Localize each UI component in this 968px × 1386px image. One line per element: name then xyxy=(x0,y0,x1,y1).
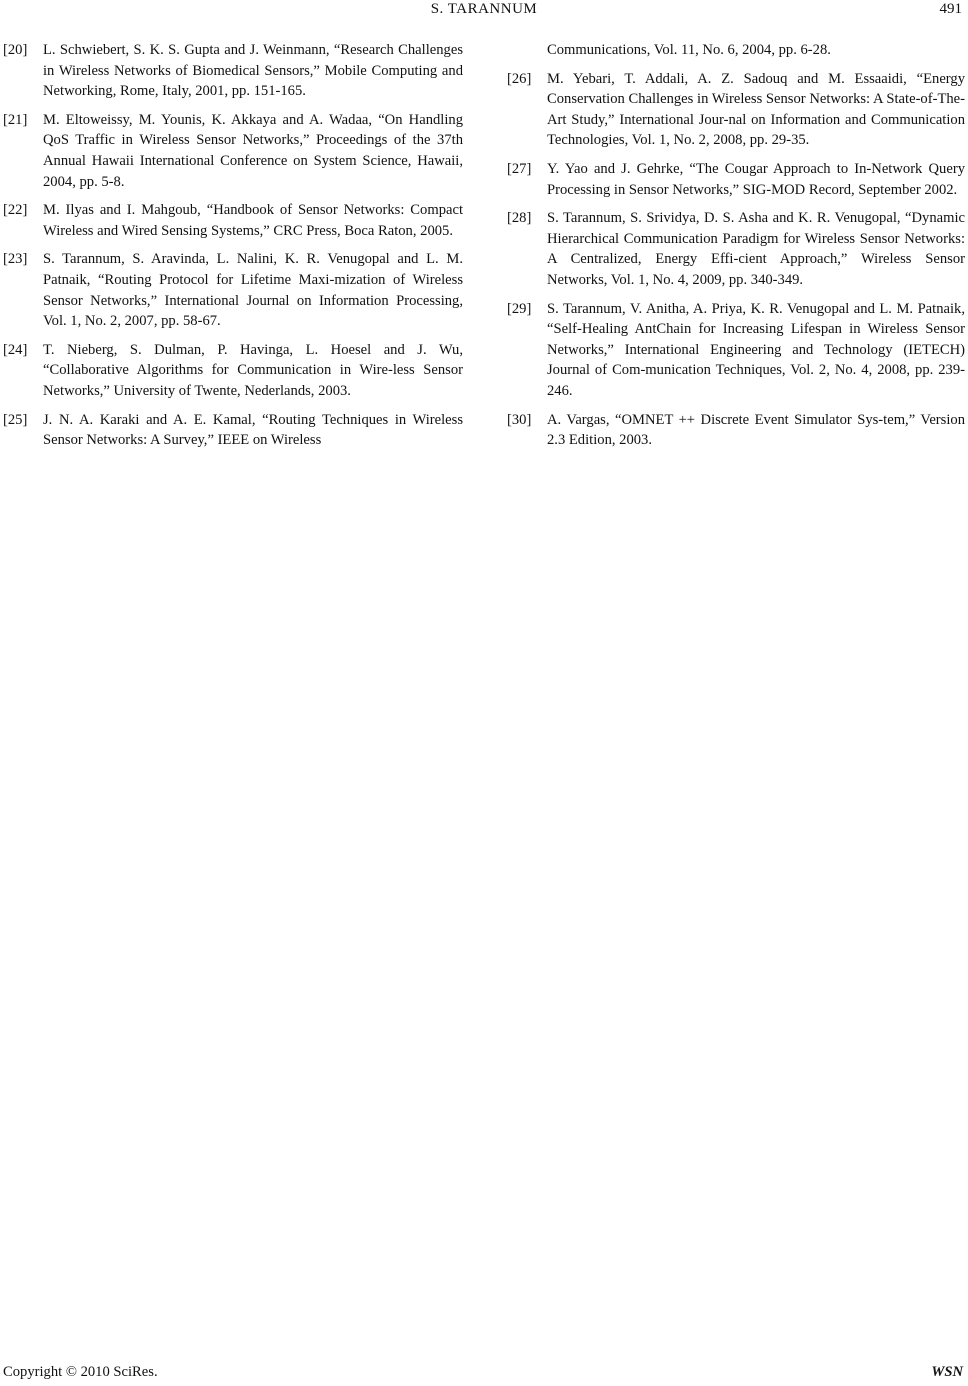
running-head: S. TARANNUM xyxy=(430,1,538,17)
right-column xyxy=(507,40,965,459)
reference-item xyxy=(3,40,463,102)
reference-number: [20] xyxy=(3,42,28,58)
left-column xyxy=(3,40,463,459)
reference-item xyxy=(507,159,965,200)
reference-item xyxy=(3,340,463,402)
reference-number: [28] xyxy=(507,210,532,227)
reference-text: S. Tarannum, S. Aravinda, L. Nalini, K. R. Venugopal and L. M. Patnaik, “Routing Protocol for Lifetime Maxi-mization of Wireless Sensor Networks,” International Journal on Information Processing, Vol. 1, No. 2, 2007, pp. 58-67. xyxy=(43,251,463,330)
reference-number: [25] xyxy=(3,411,28,428)
reference-text: S. Tarannum, S. Srividya, D. S. Asha and K. R. Venugopal, “Dynamic Hierarchical Communication Paradigm for Wireless Sensor Networks: A Centralized, Energy Effi-cient Approach,” Wireless Sensor Networks, Vol. 1, No. 4, 2009, pp. 340-349. xyxy=(547,210,965,288)
reference-item xyxy=(3,249,463,331)
page-footer xyxy=(0,1364,968,1386)
reference-item xyxy=(3,410,463,451)
reference-text: M. Ilyas and I. Mahgoub, “Handbook of Sensor Networks: Compact Wireless and Wired Sensing Systems,” CRC Press, Boca Raton, 2005. xyxy=(43,202,463,239)
reference-text: A. Vargas, “OMNET ++ Discrete Event Simulator Sys-tem,” Version 2.3 Edition, 2003. xyxy=(547,411,965,449)
page-number: 491 xyxy=(939,1,962,17)
reference-text: M. Eltoweissy, M. Younis, K. Akkaya and A. Wadaa, “On Handling QoS Traffic in Wireless Sensor Networks,” Proceedings of the 37th Annual Hawaii International Conference on System Science, Hawaii, 2004, pp. 5-8. xyxy=(43,111,463,190)
reference-item xyxy=(3,110,463,192)
reference-text: J. N. A. Karaki and A. E. Kamal, “Routing Techniques in Wireless Sensor Networks: A Survey,” IEEE on Wireless xyxy=(43,411,463,449)
journal-abbreviation: WSN xyxy=(931,1364,963,1380)
reference-continuation: Communications, Vol. 11, No. 6, 2004, pp. 6-28. xyxy=(547,42,831,58)
copyright-notice: Copyright © 2010 SciRes. xyxy=(3,1364,158,1380)
reference-number: [26] xyxy=(507,70,532,87)
reference-number: [23] xyxy=(3,251,28,268)
reference-text: Y. Yao and J. Gehrke, “The Cougar Approach to In-Network Query Processing in Sensor Networks,” SIG-MOD Record, September 2002. xyxy=(547,160,965,198)
reference-item xyxy=(3,200,463,241)
reference-item xyxy=(507,299,965,402)
reference-number: [24] xyxy=(3,341,28,358)
reference-number: [22] xyxy=(3,202,28,219)
reference-text: S. Tarannum, V. Anitha, A. Priya, K. R. Venugopal and L. M. Patnaik, “Self-Healing AntChain for Increasing Lifespan in Wireless Sensor Networks,” International Engineering and Technology (IETECH) Journal of Com-munication Techniques, Vol. 2, No. 4, 2008, pp. 239-246. xyxy=(547,300,965,399)
page-header xyxy=(0,0,968,20)
reference-item xyxy=(507,410,965,451)
reference-item xyxy=(507,69,965,151)
reference-item xyxy=(507,208,965,290)
reference-number: [30] xyxy=(507,411,532,428)
reference-number: [21] xyxy=(3,111,28,128)
reference-text: M. Yebari, T. Addali, A. Z. Sadouq and M. Essaaidi, “Energy Conservation Challenges in Wireless Sensor Networks: A State-of-The-Art Study,” International Jour-nal on Information and Communication Technologies, Vol. 1, No. 2, 2008, pp. 29-35. xyxy=(547,70,965,149)
reference-text: L. Schwiebert, S. K. S. Gupta and J. Weinmann, “Research Challenges in Wireless Networks of Biomedical Sensors,” Mobile Computing and Networking, Rome, Italy, 2001, pp. 151-165. xyxy=(43,42,463,100)
reference-number: [27] xyxy=(507,160,532,177)
reference-number: [29] xyxy=(507,300,532,317)
reference-text: T. Nieberg, S. Dulman, P. Havinga, L. Hoesel and J. Wu, “Collaborative Algorithms for Communication in Wire-less Sensor Networks,” University of Twente, Nederlands, 2003. xyxy=(43,341,463,399)
